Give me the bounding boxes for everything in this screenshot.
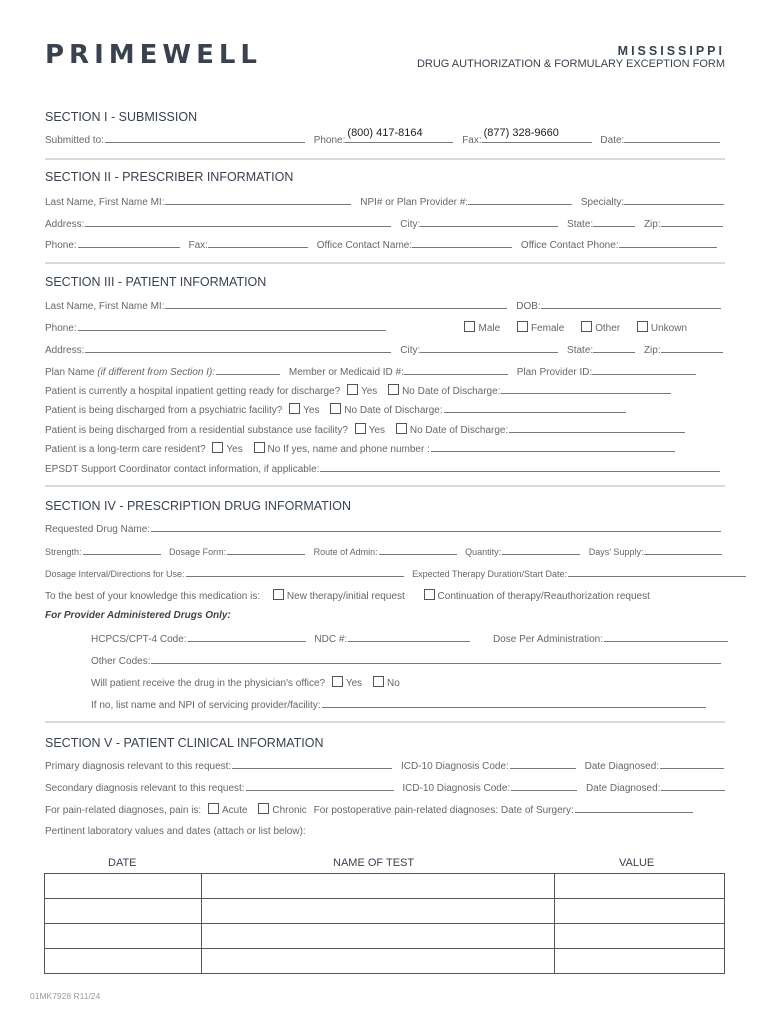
lab-table xyxy=(44,873,725,974)
psych-discharge-date-field[interactable] xyxy=(444,403,626,413)
strength-field[interactable] xyxy=(83,545,161,555)
office-contact-phone-field[interactable] xyxy=(619,238,717,248)
npi-field[interactable] xyxy=(468,195,572,205)
ltc-question-row: Patient is a long-term care resident? Yes No If yes, name and phone number : xyxy=(45,442,675,455)
prescriber-fax-field[interactable] xyxy=(208,238,308,248)
hospital-no-checkbox[interactable] xyxy=(388,384,399,395)
test-cell[interactable] xyxy=(202,874,555,899)
date-cell[interactable] xyxy=(45,874,202,899)
epsdt-field[interactable] xyxy=(320,462,720,472)
other-checkbox[interactable] xyxy=(581,321,592,332)
secondary-diagnosis-field[interactable] xyxy=(246,781,394,791)
ltc-yes-checkbox[interactable] xyxy=(212,442,223,453)
prescriber-row-1: Last Name, First Name MI: NPI# or Plan Provider #: Specialty: xyxy=(45,195,724,208)
dose-per-admin-field[interactable] xyxy=(604,632,728,642)
form-code: 01MK7928 R11/24 xyxy=(30,991,101,1001)
date-cell[interactable] xyxy=(45,899,202,924)
patient-zip-field[interactable] xyxy=(661,343,723,353)
physician-office-row: Will patient receive the drug in the physician's office? Yes No xyxy=(91,678,400,689)
servicing-provider-field[interactable] xyxy=(322,698,706,708)
male-checkbox[interactable] xyxy=(464,321,475,332)
divider xyxy=(45,262,725,264)
office-contact-name-field[interactable] xyxy=(412,238,512,248)
test-cell[interactable] xyxy=(202,924,555,949)
date-field[interactable] xyxy=(624,133,720,143)
patient-state-field[interactable] xyxy=(593,343,635,353)
patient-row-4: Plan Name (if different from Section I): Member or Medicaid ID #: Plan Provider ID: xyxy=(45,365,696,378)
requested-drug-row: Requested Drug Name: xyxy=(45,522,721,535)
dosage-interval-field[interactable] xyxy=(186,567,404,577)
secondary-diagnosis-row: Secondary diagnosis relevant to this request: ICD-10 Diagnosis Code: Date Diagnosed: xyxy=(45,781,725,794)
primary-icd-field[interactable] xyxy=(510,759,576,769)
primary-diagnosis-field[interactable] xyxy=(232,759,392,769)
residential-discharge-date-field[interactable] xyxy=(509,423,685,433)
plan-name-field[interactable] xyxy=(216,365,280,375)
prescriber-name-field[interactable] xyxy=(165,195,351,205)
section-1-title: SECTION I - SUBMISSION xyxy=(45,110,198,124)
state-title: MISSISSIPPI xyxy=(617,44,725,58)
psych-no-checkbox[interactable] xyxy=(330,403,341,414)
ltc-contact-field[interactable] xyxy=(431,442,675,452)
female-checkbox[interactable] xyxy=(517,321,528,332)
lab-values-label: Pertinent laboratory values and dates (attach or list below): xyxy=(45,826,306,837)
value-cell[interactable] xyxy=(555,949,725,974)
secondary-icd-field[interactable] xyxy=(511,781,577,791)
acute-checkbox[interactable] xyxy=(208,803,219,814)
days-supply-field[interactable] xyxy=(644,545,722,555)
hospital-question-row: Patient is currently a hospital inpatient getting ready for discharge? Yes No Date of Discharge: xyxy=(45,384,671,397)
col-value-header: VALUE xyxy=(619,857,655,869)
table-row xyxy=(45,924,725,949)
primary-date-field[interactable] xyxy=(660,759,724,769)
dosage-form-field[interactable] xyxy=(227,545,305,555)
test-cell[interactable] xyxy=(202,899,555,924)
prescriber-zip-field[interactable] xyxy=(661,217,723,227)
hcpcs-row: HCPCS/CPT-4 Code: NDC #: Dose Per Administration: xyxy=(91,632,728,645)
quantity-field[interactable] xyxy=(502,545,580,555)
divider xyxy=(45,485,725,487)
form-title: DRUG AUTHORIZATION & FORMULARY EXCEPTION FORM xyxy=(416,58,725,70)
table-row xyxy=(45,899,725,924)
patient-phone-field[interactable] xyxy=(78,321,386,331)
col-date-header: DATE xyxy=(108,857,137,869)
provider-administered-heading: For Provider Administered Drugs Only: xyxy=(45,610,231,621)
value-cell[interactable] xyxy=(555,924,725,949)
value-cell[interactable] xyxy=(555,874,725,899)
table-row xyxy=(45,949,725,974)
date-cell[interactable] xyxy=(45,949,202,974)
drug-detail-row: Strength: Dosage Form: Route of Admin: Quantity: Days' Supply: xyxy=(45,545,722,557)
value-cell[interactable] xyxy=(555,899,725,924)
patient-row-3: Address: City: State: Zip: xyxy=(45,343,723,356)
submission-row: Submitted to: Phone: (800) 417-8164 Fax: (877) 328-9660 Date: xyxy=(45,133,720,146)
chronic-checkbox[interactable] xyxy=(258,803,269,814)
ltc-no-checkbox[interactable] xyxy=(254,442,265,453)
new-therapy-checkbox[interactable] xyxy=(273,589,284,600)
col-test-header: NAME OF TEST xyxy=(333,857,415,869)
prescriber-phone-field[interactable] xyxy=(78,238,180,248)
patient-address-field[interactable] xyxy=(85,343,391,353)
requested-drug-field[interactable] xyxy=(151,522,721,532)
hospital-yes-checkbox[interactable] xyxy=(347,384,358,395)
section-4-title: SECTION IV - PRESCRIPTION DRUG INFORMATION xyxy=(45,499,352,513)
patient-city-field[interactable] xyxy=(420,343,558,353)
psych-question-row: Patient is being discharged from a psychiatric facility? Yes No Date of Discharge: xyxy=(45,403,626,416)
dob-field[interactable] xyxy=(541,299,721,309)
route-field[interactable] xyxy=(379,545,457,555)
patient-row-1: Last Name, First Name MI: DOB: xyxy=(45,299,721,312)
section-5-title: SECTION V - PATIENT CLINICAL INFORMATION xyxy=(45,736,324,750)
hospital-discharge-date-field[interactable] xyxy=(501,384,671,394)
section-2-title: SECTION II - PRESCRIBER INFORMATION xyxy=(45,170,294,184)
servicing-provider-row: If no, list name and NPI of servicing provider/facility: xyxy=(91,698,706,711)
residential-yes-checkbox[interactable] xyxy=(355,423,366,434)
submitted-to-field[interactable] xyxy=(105,133,305,143)
divider xyxy=(45,158,725,160)
therapy-type-row: To the best of your knowledge this medication is: New therapy/initial request Continuation of therapy/Reauthorization request xyxy=(45,591,650,602)
expected-therapy-field[interactable] xyxy=(568,567,746,577)
continuation-checkbox[interactable] xyxy=(424,589,435,600)
prescriber-city-field[interactable] xyxy=(420,217,558,227)
specialty-field[interactable] xyxy=(624,195,724,205)
ndc-field[interactable] xyxy=(348,632,470,642)
primewell-logo: PRIMEWELL xyxy=(45,40,262,70)
residential-no-checkbox[interactable] xyxy=(396,423,407,434)
divider xyxy=(45,721,725,723)
prescriber-state-field[interactable] xyxy=(593,217,635,227)
prescriber-row-3: Phone: Fax: Office Contact Name: Office Contact Phone: xyxy=(45,238,717,251)
date-cell[interactable] xyxy=(45,924,202,949)
surgery-date-field[interactable] xyxy=(575,803,693,813)
unknown-checkbox[interactable] xyxy=(637,321,648,332)
test-cell[interactable] xyxy=(202,949,555,974)
patient-row-2: Phone: Male Female Other Unkown xyxy=(45,323,688,334)
member-id-field[interactable] xyxy=(404,365,508,375)
prescriber-address-field[interactable] xyxy=(85,217,391,227)
fax-field[interactable]: (877) 328-9660 xyxy=(482,133,592,143)
dosage-interval-row: Dosage Interval/Directions for Use: Expected Therapy Duration/Start Date: xyxy=(45,567,746,579)
office-no-checkbox[interactable] xyxy=(373,676,384,687)
epsdt-row: EPSDT Support Coordinator contact information, if applicable: xyxy=(45,462,720,475)
table-row xyxy=(45,874,725,899)
section-3-title: SECTION III - PATIENT INFORMATION xyxy=(45,275,267,289)
hcpcs-field[interactable] xyxy=(188,632,306,642)
phone-field[interactable]: (800) 417-8164 xyxy=(345,133,453,143)
pain-row: For pain-related diagnoses, pain is: Acute Chronic For postoperative pain-related diagnoses: Date of Surgery: xyxy=(45,803,693,816)
other-codes-row: Other Codes: xyxy=(91,654,721,667)
psych-yes-checkbox[interactable] xyxy=(289,403,300,414)
primary-diagnosis-row: Primary diagnosis relevant to this request: ICD-10 Diagnosis Code: Date Diagnosed: xyxy=(45,759,724,772)
prescriber-row-2: Address: City: State: Zip: xyxy=(45,217,723,230)
residential-question-row: Patient is being discharged from a residential substance use facility? Yes No Date of Discharge: xyxy=(45,423,685,436)
plan-provider-id-field[interactable] xyxy=(592,365,696,375)
office-yes-checkbox[interactable] xyxy=(332,676,343,687)
other-codes-field[interactable] xyxy=(151,654,721,664)
patient-name-field[interactable] xyxy=(165,299,507,309)
secondary-date-field[interactable] xyxy=(661,781,725,791)
